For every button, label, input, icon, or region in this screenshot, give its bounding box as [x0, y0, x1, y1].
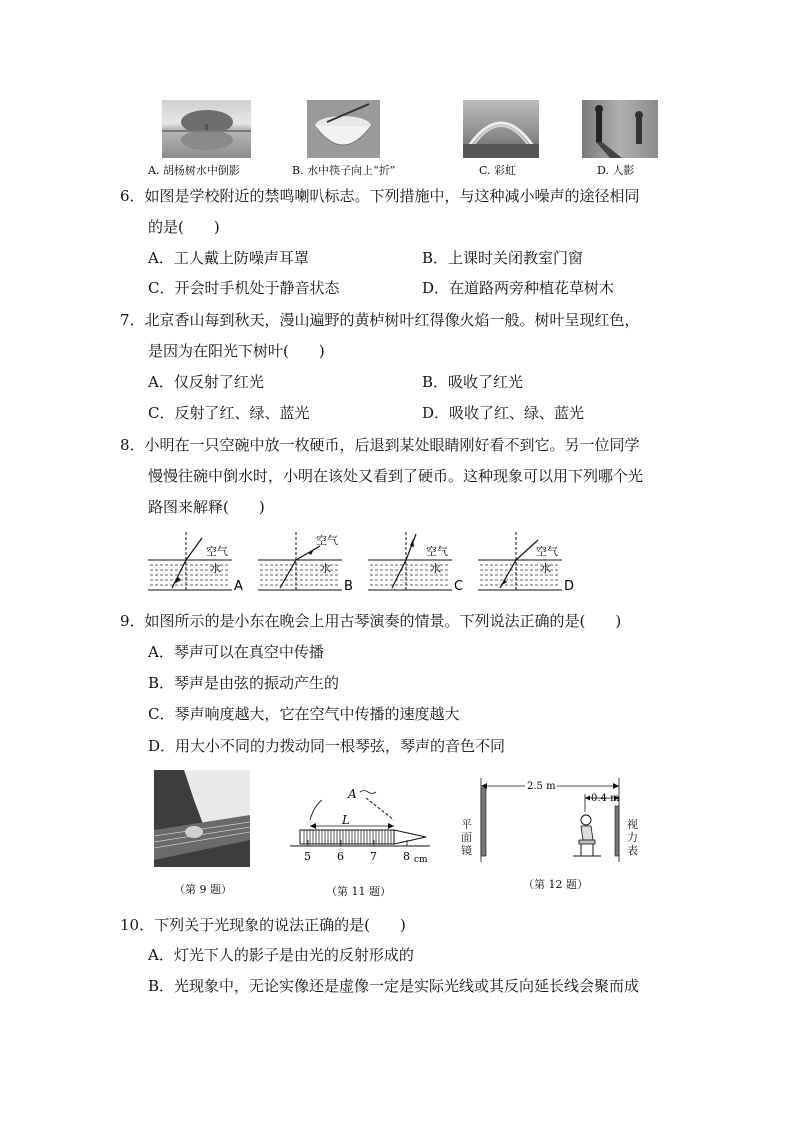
fig11-ruler-diagram [290, 768, 440, 870]
fig11-tick-6: 6 [337, 850, 344, 863]
rainbow-graphic [463, 100, 539, 158]
q6-option-b: B．上课时关闭教室门窗 [422, 249, 584, 267]
fig11-length-label: L [342, 813, 350, 827]
photo-rainbow [463, 100, 539, 158]
photo-guqin-player [154, 770, 250, 867]
q8-c-water-label: 水 [430, 562, 441, 575]
q8-d-air-label: 空气 [536, 545, 558, 558]
caption-d: D. 人影 [597, 164, 635, 177]
q7-stem-2: 是因为在阳光下树叶( ) [148, 342, 325, 360]
q9-stem: 9．如图所示的是小东在晚会上用古琴演奏的情景。下列说法正确的是( ) [120, 612, 622, 630]
q8-stem-3: 路图来解释( ) [148, 498, 265, 516]
q8-b-letter: B [344, 579, 353, 594]
q8-diagram-b [258, 532, 358, 596]
fig11-tick-8: 8 [403, 850, 410, 863]
q8-stem-1: 8．小明在一只空碗中放一枚硬币，后退到某处眼睛刚好看不到它。另一位同学 [120, 436, 640, 454]
fig12-dist2: 0.4 m [591, 793, 620, 804]
q8-diagram-d [478, 532, 578, 596]
q8-a-letter: A [234, 579, 243, 594]
caption-a: A. 胡杨树水中倒影 [148, 164, 240, 177]
q7-option-d: D．吸收了红、绿、蓝光 [422, 404, 585, 422]
q7-option-a: A．仅反射了红光 [148, 373, 264, 391]
caption-c: C. 彩虹 [479, 164, 517, 177]
q8-diagram-c [368, 532, 468, 596]
fig11-unit: cm [414, 855, 428, 865]
fig11-caption: （第 11 题） [326, 885, 391, 898]
q7-stem-1: 7．北京香山每到秋天，漫山遍野的黄栌树叶红得像火焰一般。树叶呈现红色， [120, 311, 640, 329]
fig12-dist1: 2.5 m [527, 781, 556, 792]
people-shadow-graphic [582, 100, 658, 158]
q8-a-water-label: 水 [210, 562, 221, 575]
fig12-eye-test-diagram [455, 772, 645, 864]
tree-reflection-graphic [162, 100, 251, 158]
q8-c-letter: C [454, 579, 464, 594]
q10-option-b: B．光现象中，无论实像还是虚像一定是实际光线或其反向延长线会聚而成 [148, 977, 640, 995]
q8-b-air-label: 空气 [316, 534, 338, 547]
caption-b: B. 水中筷子向上“折” [292, 164, 396, 177]
q9-option-a: A．琴声可以在真空中传播 [148, 643, 324, 661]
fig11-tick-7: 7 [370, 850, 377, 863]
q9-option-d: D．用大小不同的力拨动同一根琴弦，琴声的音色不同 [148, 737, 506, 755]
q7-option-b: B．吸收了红光 [422, 373, 524, 391]
q8-d-water-label: 水 [540, 562, 551, 575]
bowl-graphic [307, 100, 380, 158]
q9-option-b: B．琴声是由弦的振动产生的 [148, 674, 340, 692]
fig12-chart-label: 视力表 [627, 818, 638, 857]
q10-stem: 10．下列关于光现象的说法正确的是( ) [120, 916, 406, 934]
q10-option-a: A．灯光下人的影子是由光的反射形成的 [148, 946, 414, 964]
fig12-caption: （第 12 题） [523, 878, 588, 891]
photo-bowl-chopsticks [307, 100, 380, 158]
q8-a-air-label: 空气 [206, 545, 228, 558]
q6-option-d: D．在道路两旁种植花草树木 [422, 279, 615, 297]
fig9-caption: （第 9 题） [174, 883, 232, 896]
fig12-mirror-label: 平面镜 [461, 818, 472, 857]
q7-option-c: C．反射了红、绿、蓝光 [148, 404, 310, 422]
q6-stem-1: 6．如图是学校附近的禁鸣喇叭标志。下列措施中，与这种减小噪声的途径相同 [120, 187, 640, 205]
q9-option-c: C．琴声响度越大，它在空气中传播的速度越大 [148, 705, 460, 723]
fig11-tick-5: 5 [304, 850, 311, 863]
q8-stem-2: 慢慢往碗中倒水时，小明在该处又看到了硬币。这种现象可以用下列哪个光 [148, 467, 644, 485]
q6-option-a: A．工人戴上防噪声耳罩 [148, 249, 309, 267]
photo-tree-reflection [162, 100, 251, 158]
q6-stem-2: 的是( ) [148, 218, 220, 236]
q8-b-water-label: 水 [320, 562, 331, 575]
q8-diagram-a [148, 532, 248, 596]
guqin-graphic [154, 770, 250, 867]
q8-c-air-label: 空气 [426, 545, 448, 558]
q6-option-c: C．开会时手机处于静音状态 [148, 279, 340, 297]
fig11-point-a: A [348, 787, 357, 801]
photo-human-shadow [582, 100, 658, 158]
q8-d-letter: D [564, 579, 575, 594]
